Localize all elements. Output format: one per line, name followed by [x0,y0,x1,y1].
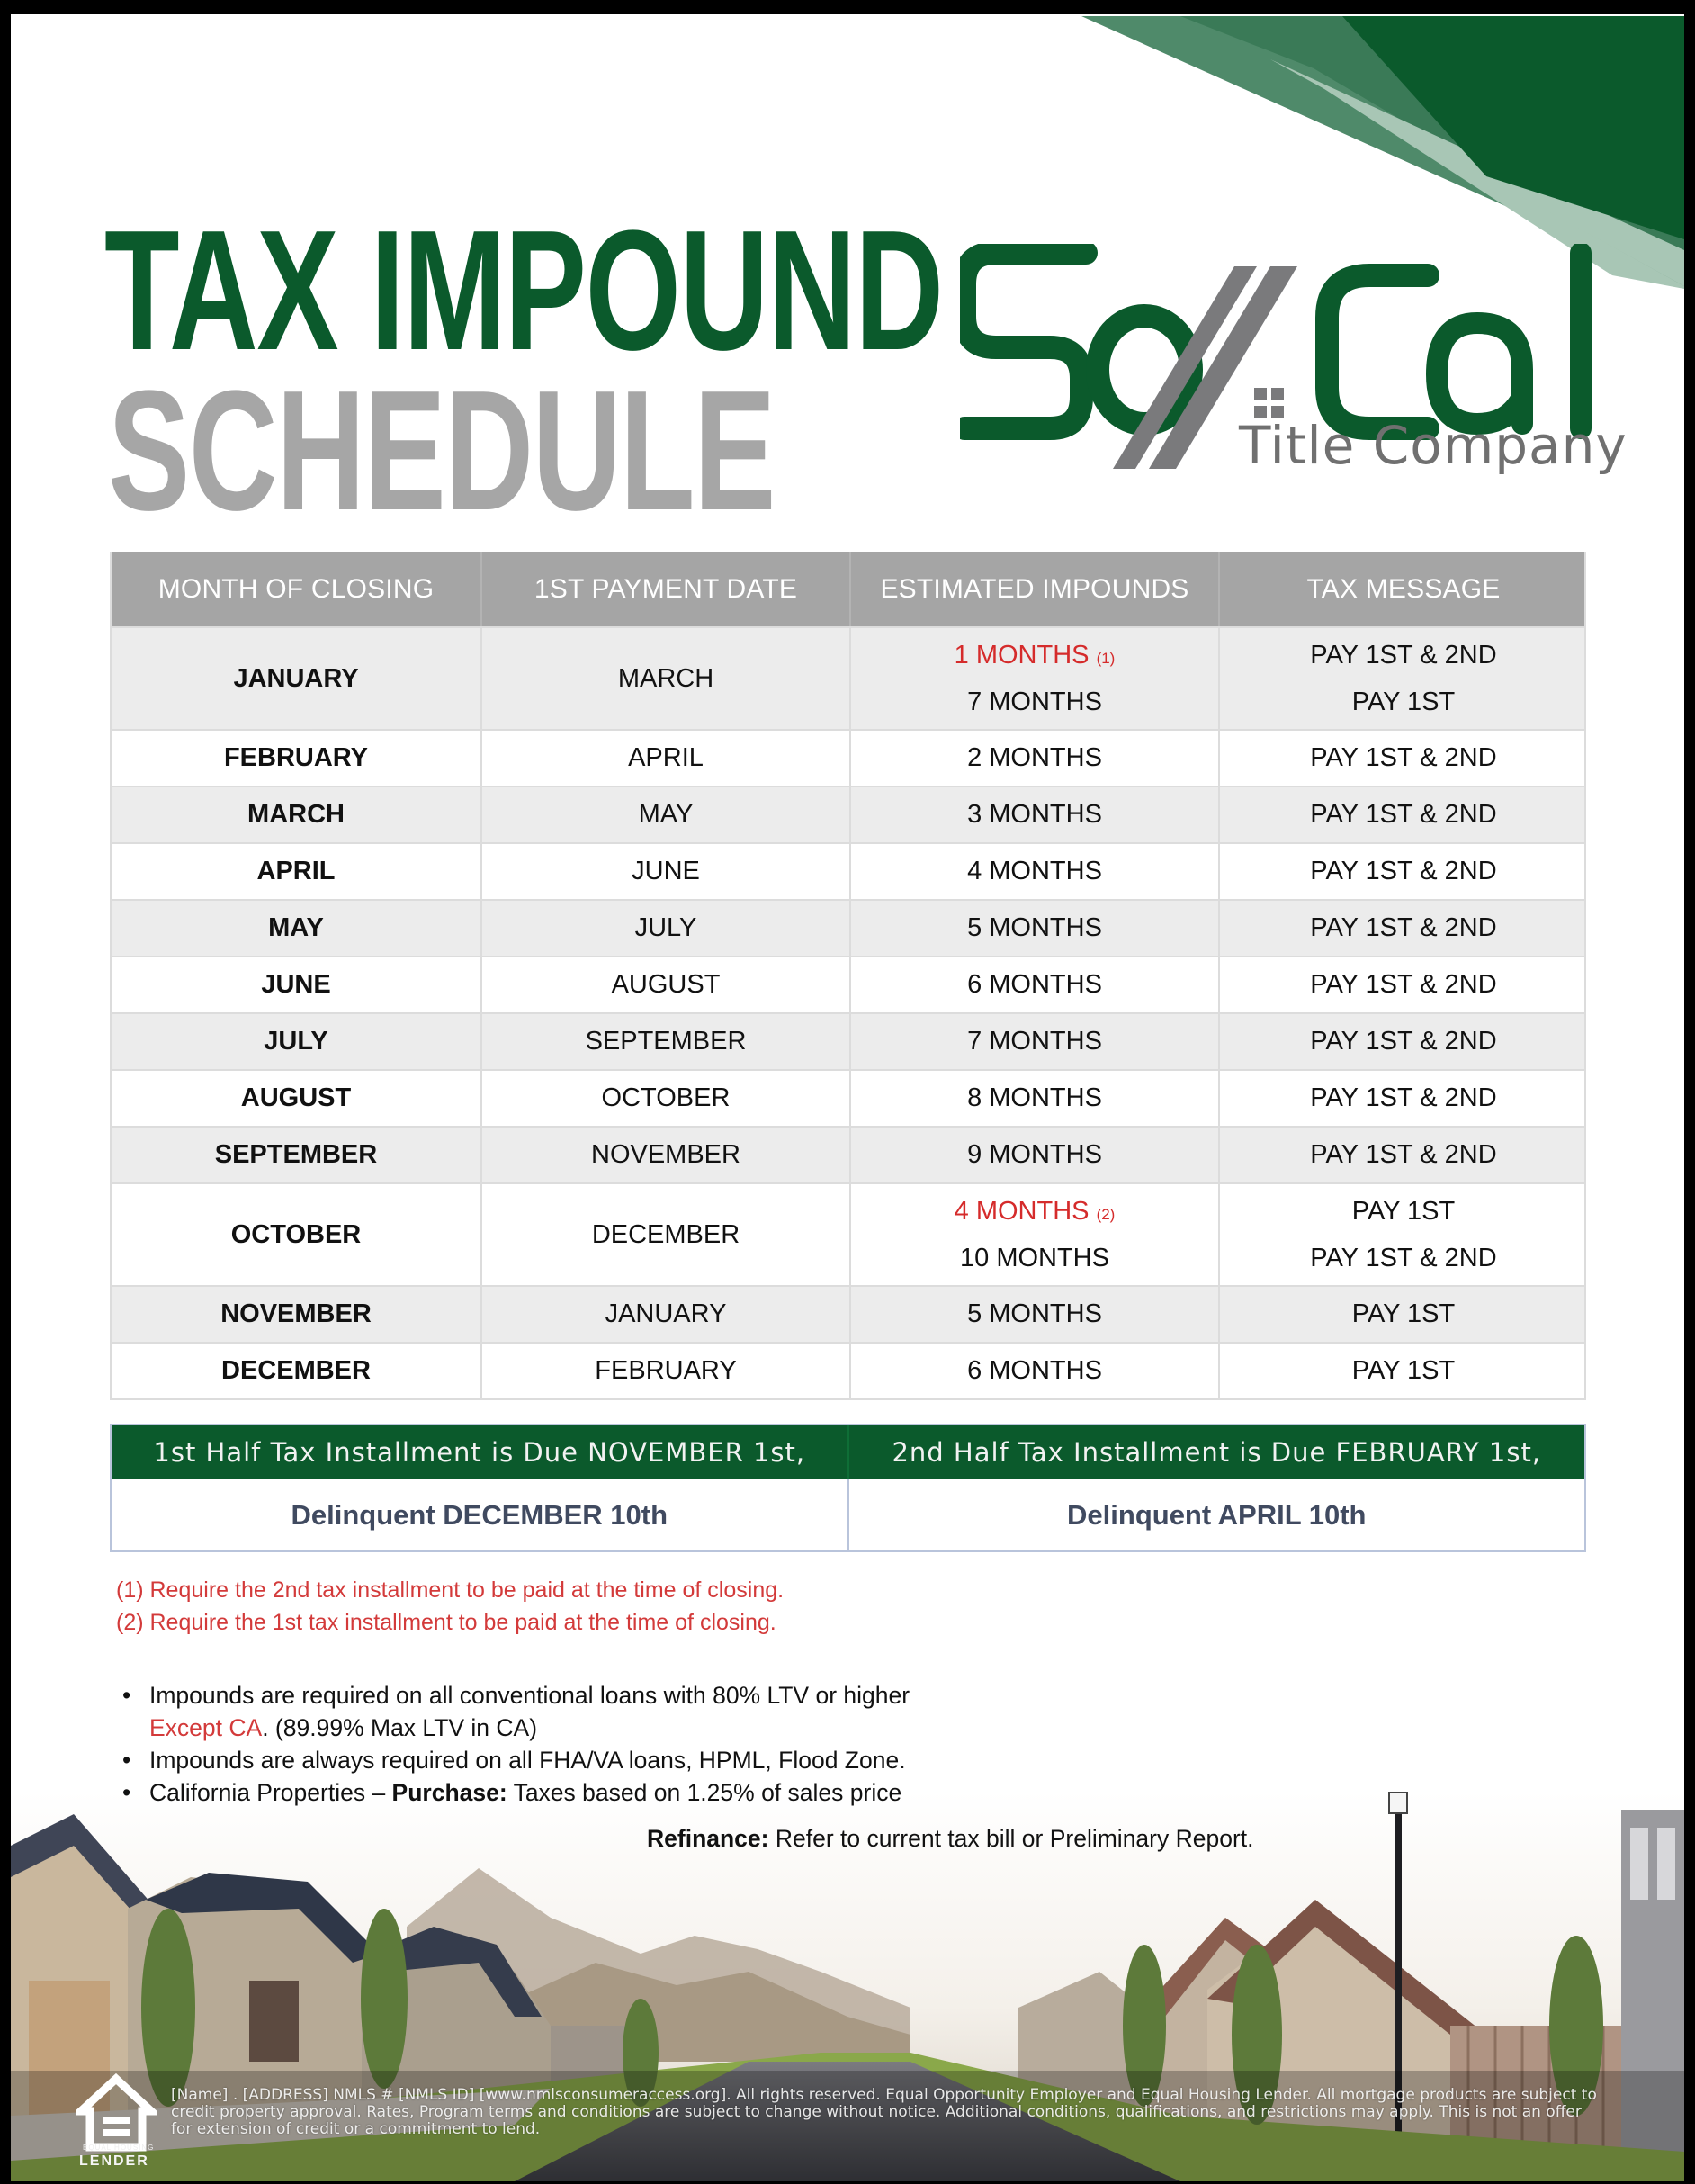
payment-cell: JANUARY [480,1287,849,1342]
impounds-cell: 7 MONTHS [849,1014,1218,1069]
payment-cell: MARCH [480,628,849,729]
payment-cell: NOVEMBER [480,1128,849,1182]
month-cell: APRIL [256,857,336,885]
month-cell: AUGUST [240,1083,352,1112]
message-cell: PAY 1ST & 2ND [1218,1014,1587,1069]
table-row [112,1285,1584,1342]
installment-due-band [112,1425,1584,1479]
logo-company-text: Title Company [1239,415,1628,476]
second-half-delinquent: Delinquent APRIL 10th [1067,1498,1367,1531]
table-row [112,1012,1584,1069]
payment-cell: JULY [480,901,849,956]
message-cell: PAY 1ST & 2ND [1218,901,1587,956]
impounds-cell: 5 MONTHS [849,901,1218,956]
message-cell: PAY 1ST & 2ND [1218,1071,1587,1126]
footnote-1: (1) Require the 2nd tax installment to be paid at the time of closing. [116,1577,785,1603]
payment-cell: APRIL [480,731,849,786]
header-month-of-closing: MONTH OF CLOSING [157,573,435,604]
header-tax-message: TAX MESSAGE [1218,552,1587,626]
impounds-cell: 6 MONTHS [849,1344,1218,1398]
footnotes [116,1574,784,1639]
header-first-payment-date: 1ST PAYMENT DATE [480,552,849,626]
footnote-2: (2) Require the 1st tax installment to be paid at the time of closing. [116,1610,776,1635]
message-cell: PAY 1ST [1218,1287,1587,1342]
impounds-cell: 6 MONTHS [849,957,1218,1012]
message-cell: PAY 1ST [1218,1344,1587,1398]
month-cell: JANUARY [233,663,359,693]
payment-cell: SEPTEMBER [480,1014,849,1069]
message-cell: PAY 1ST & 2ND PAY 1ST [1218,628,1587,729]
month-cell: NOVEMBER [220,1299,372,1328]
month-cell: MAY [268,913,324,942]
month-cell: JUNE [261,970,331,999]
impounds-cell: 3 MONTHS [849,787,1218,842]
table-row [112,842,1584,899]
table-row [112,1182,1584,1285]
table-row [112,626,1584,729]
table-row [112,1069,1584,1126]
installment-due-box [110,1424,1586,1552]
payment-cell: MAY [480,787,849,842]
message-cell: PAY 1ST & 2ND [1218,731,1587,786]
title-tax-impound: TAX IMPOUND [104,195,943,386]
month-cell: FEBRUARY [223,743,369,772]
month-cell: DECEMBER [221,1356,371,1385]
impounds-cell: 8 MONTHS [849,1071,1218,1126]
payment-cell: FEBRUARY [480,1344,849,1398]
table-row [112,1126,1584,1182]
impounds-cell: 5 MONTHS [849,1287,1218,1342]
table-row [112,786,1584,842]
impound-highlight: 4 MONTHS (2) [954,1197,1116,1226]
title-schedule: SCHEDULE [108,355,775,546]
equal-housing-small-text: EQUAL HOUSING [83,2144,155,2152]
bullet-fha-va: • Impounds are always required on all FHA/VA loans, HPML, Flood Zone. [117,1744,910,1776]
refinance-note: Refinance: Refer to current tax bill or Preliminary Report. [647,1825,1254,1852]
first-half-delinquent: Delinquent DECEMBER 10th [112,1479,849,1550]
impounds-cell: 2 MONTHS [849,731,1218,786]
table-row [112,729,1584,786]
table-row [112,1342,1584,1398]
month-cell: OCTOBER [230,1219,362,1249]
month-cell: JULY [264,1027,328,1056]
impounds-cell: 4 MONTHS [849,844,1218,899]
header-estimated-impounds: ESTIMATED IMPOUNDS [849,552,1218,626]
first-half-due: 1st Half Tax Installment is Due NOVEMBER 1st, [112,1425,849,1479]
impounds-cell: 4 MONTHS (2) 10 MONTHS [849,1184,1218,1285]
bullet-conventional: • Impounds are required on all conventional loans with 80% LTV or higher [117,1679,910,1712]
message-cell: PAY 1ST & 2ND [1218,957,1587,1012]
legal-disclaimer: [Name] . [ADDRESS] NMLS # [NMLS ID] [www.nmlsconsumeraccess.org]. All rights reserved. Equal Opportunity Employer and Equal Housing Lender. All mortgage products are subject to credit property approval. Rates, Program terms and conditions are subject to change without notice. Additional conditions, qualifications, and restrictions may apply. This is not an offer for extension of credit or a commitment to lend. [171,2086,1597,2138]
payment-cell: DECEMBER [480,1184,849,1285]
message-cell: PAY 1ST & 2ND [1218,1128,1587,1182]
payment-cell: OCTOBER [480,1071,849,1126]
message-cell: PAY 1ST PAY 1ST & 2ND [1218,1184,1587,1285]
bullet-california-purchase: • California Properties – Purchase: Taxes based on 1.25% of sales price [117,1776,910,1809]
impound-requirements-list [117,1679,910,1809]
payment-cell: AUGUST [480,957,849,1012]
table-row [112,956,1584,1012]
second-half-due: 2nd Half Tax Installment is Due FEBRUARY 1st, [892,1437,1542,1468]
message-cell: PAY 1ST & 2ND [1218,844,1587,899]
delinquent-band [112,1479,1584,1550]
month-cell: MARCH [247,800,345,829]
equal-housing-lender-label: LENDER [79,2153,149,2169]
impounds-cell: 1 MONTHS (1) 7 MONTHS [849,628,1218,729]
table-row [112,899,1584,956]
bullet-conventional-cont: Except CA. (89.99% Max LTV in CA) [149,1714,538,1741]
flyer-page [11,14,1684,2181]
impounds-cell: 9 MONTHS [849,1128,1218,1182]
payment-cell: JUNE [480,844,849,899]
month-cell: SEPTEMBER [214,1140,378,1169]
impound-schedule-table [110,552,1586,1400]
message-cell: PAY 1ST & 2ND [1218,787,1587,842]
table-header-row [112,552,1584,626]
impound-highlight: 1 MONTHS (1) [954,641,1116,670]
